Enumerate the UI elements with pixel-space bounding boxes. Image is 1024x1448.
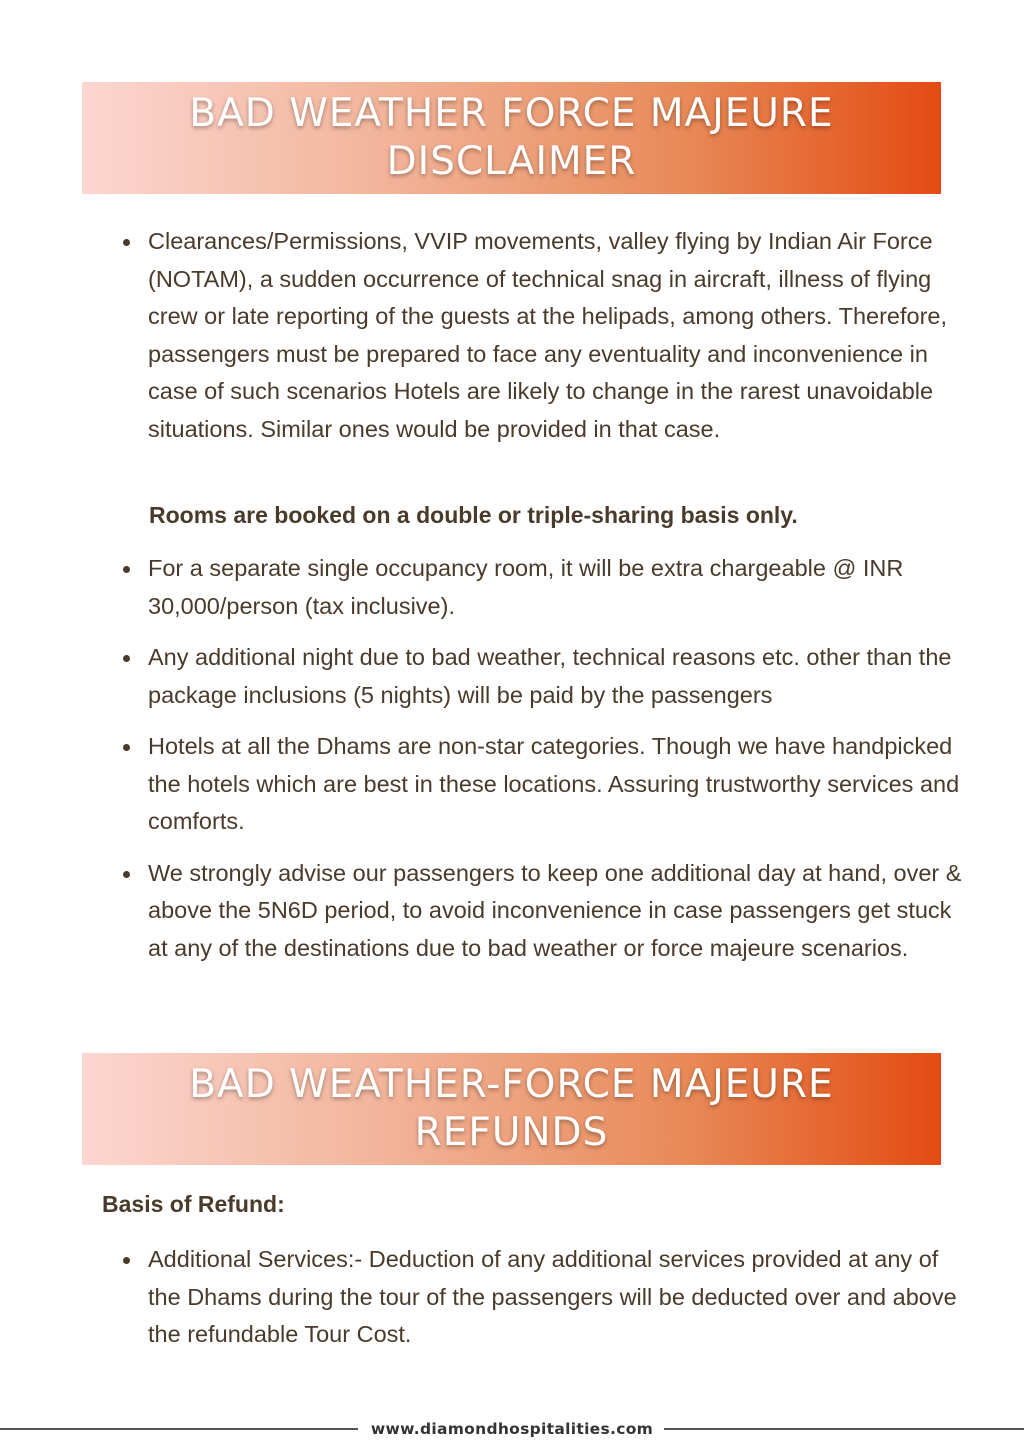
bullet-icon — [123, 871, 130, 878]
bullet-icon — [123, 566, 130, 573]
list-item: Hotels at all the Dhams are non-star categories. Though we have handpicked the hotels which are best in these locations. Assuring trustworthy services and comforts. — [115, 728, 975, 841]
list-item: We strongly advise our passengers to keep one additional day at hand, over & above the 5N6D period, to avoid inconvenience in case passengers get stuck at any of the destinations due to bad weather or force majeure scenarios. — [115, 855, 975, 968]
page-footer — [0, 1414, 1024, 1444]
footer-divider-left — [0, 1428, 358, 1430]
disclaimer-list-b — [115, 550, 975, 967]
refunds-banner — [82, 1053, 941, 1165]
footer-website-link[interactable]: www.diamondhospitalities.com — [370, 1420, 654, 1438]
rooms-note: Rooms are booked on a double or triple-sharing basis only. — [149, 502, 798, 528]
footer-divider-right — [664, 1428, 1024, 1430]
bullet-icon — [123, 239, 130, 246]
list-item: Clearances/Permissions, VVIP movements, valley flying by Indian Air Force (NOTAM), a sudden occurrence of technical snag in aircraft, illness of flying crew or late reporting of the guests at the helipads, among others. Therefore, passengers must be prepared to face any eventuality and inconvenience in case of such scenarios Hotels are likely to change in the rarest unavoidable situations. Similar ones would be provided in that case. — [115, 223, 975, 448]
bullet-icon — [123, 1257, 130, 1264]
list-item: For a separate single occupancy room, it will be extra chargeable @ INR 30,000/person (tax inclusive). — [115, 550, 975, 625]
refunds-title: BAD WEATHER-FORCE MAJEURE REFUNDS — [189, 1062, 834, 1155]
refund-basis-heading: Basis of Refund: — [102, 1191, 285, 1217]
disclaimer-list-a — [115, 223, 975, 448]
disclaimer-banner — [82, 82, 941, 194]
bullet-icon — [123, 655, 130, 662]
list-item: Additional Services:- Deduction of any additional services provided at any of the Dhams during the tour of the passengers will be deducted over and above the refundable Tour Cost. — [115, 1241, 975, 1354]
disclaimer-title: BAD WEATHER FORCE MAJEURE DISCLAIMER — [189, 91, 834, 184]
refunds-list — [115, 1241, 975, 1354]
bullet-icon — [123, 744, 130, 751]
list-item: Any additional night due to bad weather, technical reasons etc. other than the package inclusions (5 nights) will be paid by the passengers — [115, 639, 975, 714]
